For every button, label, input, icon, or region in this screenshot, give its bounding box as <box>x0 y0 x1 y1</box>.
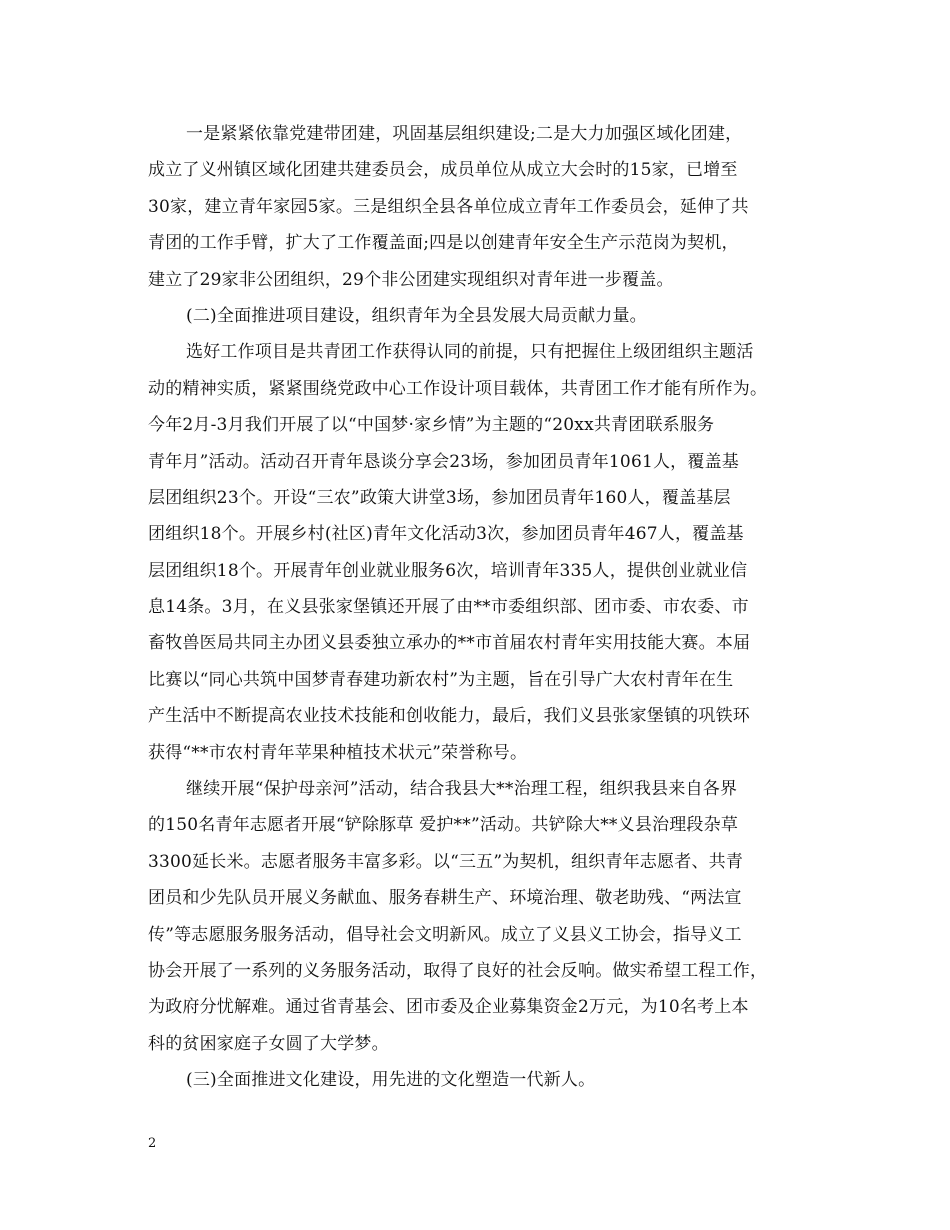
text-line: 为政府分忧解难。通过省青基会、团市委及企业募集资金2万元，为10名考上本 <box>148 997 749 1018</box>
text-line: 青年月”活动。活动召开青年恳谈分享会23场，参加团员青年1061人，覆盖基 <box>148 451 739 472</box>
text-line: 建立了29家非公团组织，29个非公团建实现组织对青年进一步覆盖。 <box>148 269 674 290</box>
text-line: 成立了义州镇区域化团建共建委员会，成员单位从成立大会时的15家，已增至 <box>148 160 738 181</box>
text-line: 团员和少先队员开展义务献血、服务春耕生产、环境治理、敬老助残、“两法宣 <box>148 888 742 909</box>
text-line: 选好工作项目是共青团工作获得认同的前提，只有把握住上级团组织主题活 <box>186 342 754 363</box>
section-heading: (三)全面推进文化建设，用先进的文化塑造一代新人。 <box>186 1070 596 1091</box>
text-line: 科的贫困家庭子女圆了大学梦。 <box>148 1033 389 1054</box>
text-line: 层团组织23个。开设“三农”政策大讲堂3场，参加团员青年160人，覆盖基层 <box>148 487 731 508</box>
text-line: 一是紧紧依靠党建带团建，巩固基层组织建设;二是大力加强区域化团建， <box>186 124 743 144</box>
text-line: 传”等志愿服务服务活动，倡导社会文明新风。成立了义县义工协会，指导义工 <box>148 924 742 945</box>
text-line: 产生活中不断提高农业技术技能和创收能力，最后，我们义县张家堡镇的巩铁环 <box>148 706 750 727</box>
page-number: 2 <box>148 1136 157 1151</box>
text-line: 青团的工作手臂，扩大了工作覆盖面;四是以创建青年安全生产示范岗为契机， <box>148 233 739 254</box>
text-line: 息14条。3月，在义县张家堡镇还开展了由**市委组织部、团市委、市农委、市 <box>148 597 749 618</box>
text-line: 动的精神实质，紧紧围绕党政中心工作设计项目载体，共青团工作才能有所作为。 <box>148 378 768 399</box>
text-line: 层团组织18个。开展青年创业就业服务6次，培训青年335人，提供创业就业信 <box>148 560 748 581</box>
document-body <box>148 116 808 1099</box>
text-line: 获得“**市农村青年苹果种植技术状元”荣誉称号。 <box>148 742 528 763</box>
text-line: 30家，建立青年家园5家。三是组织全县各单位成立青年工作委员会，延伸了共 <box>148 196 749 217</box>
text-line: 比赛以“同心共筑中国梦青春建功新农村”为主题，旨在引导广大农村青年在生 <box>148 669 734 690</box>
text-line: 的150名青年志愿者开展“铲除豚草 爱护**”活动。共铲除大**义县治理段杂草 <box>148 815 739 836</box>
text-line: 团组织18个。开展乡村(社区)青年文化活动3次，参加团员青年467人，覆盖基 <box>148 524 744 545</box>
section-heading: (二)全面推进项目建设，组织青年为全县发展大局贡献力量。 <box>186 305 647 326</box>
text-line: 畜牧兽医局共同主办团义县委独立承办的**市首届农村青年实用技能大赛。本届 <box>148 633 751 654</box>
text-line: 协会开展了一系列的义务服务活动，取得了良好的社会反响。做实希望工程工作， <box>148 960 768 981</box>
text-line: 今年2月-3月我们开展了以“中国梦·家乡情”为主题的“20xx共青团联系服务 <box>148 415 715 436</box>
text-line: 3300延长米。志愿者服务丰富多彩。以“三五”为契机，组织青年志愿者、共青 <box>148 851 744 872</box>
text-line: 继续开展“保护母亲河”活动，结合我县大**治理工程，组织我县来自各界 <box>186 779 738 800</box>
